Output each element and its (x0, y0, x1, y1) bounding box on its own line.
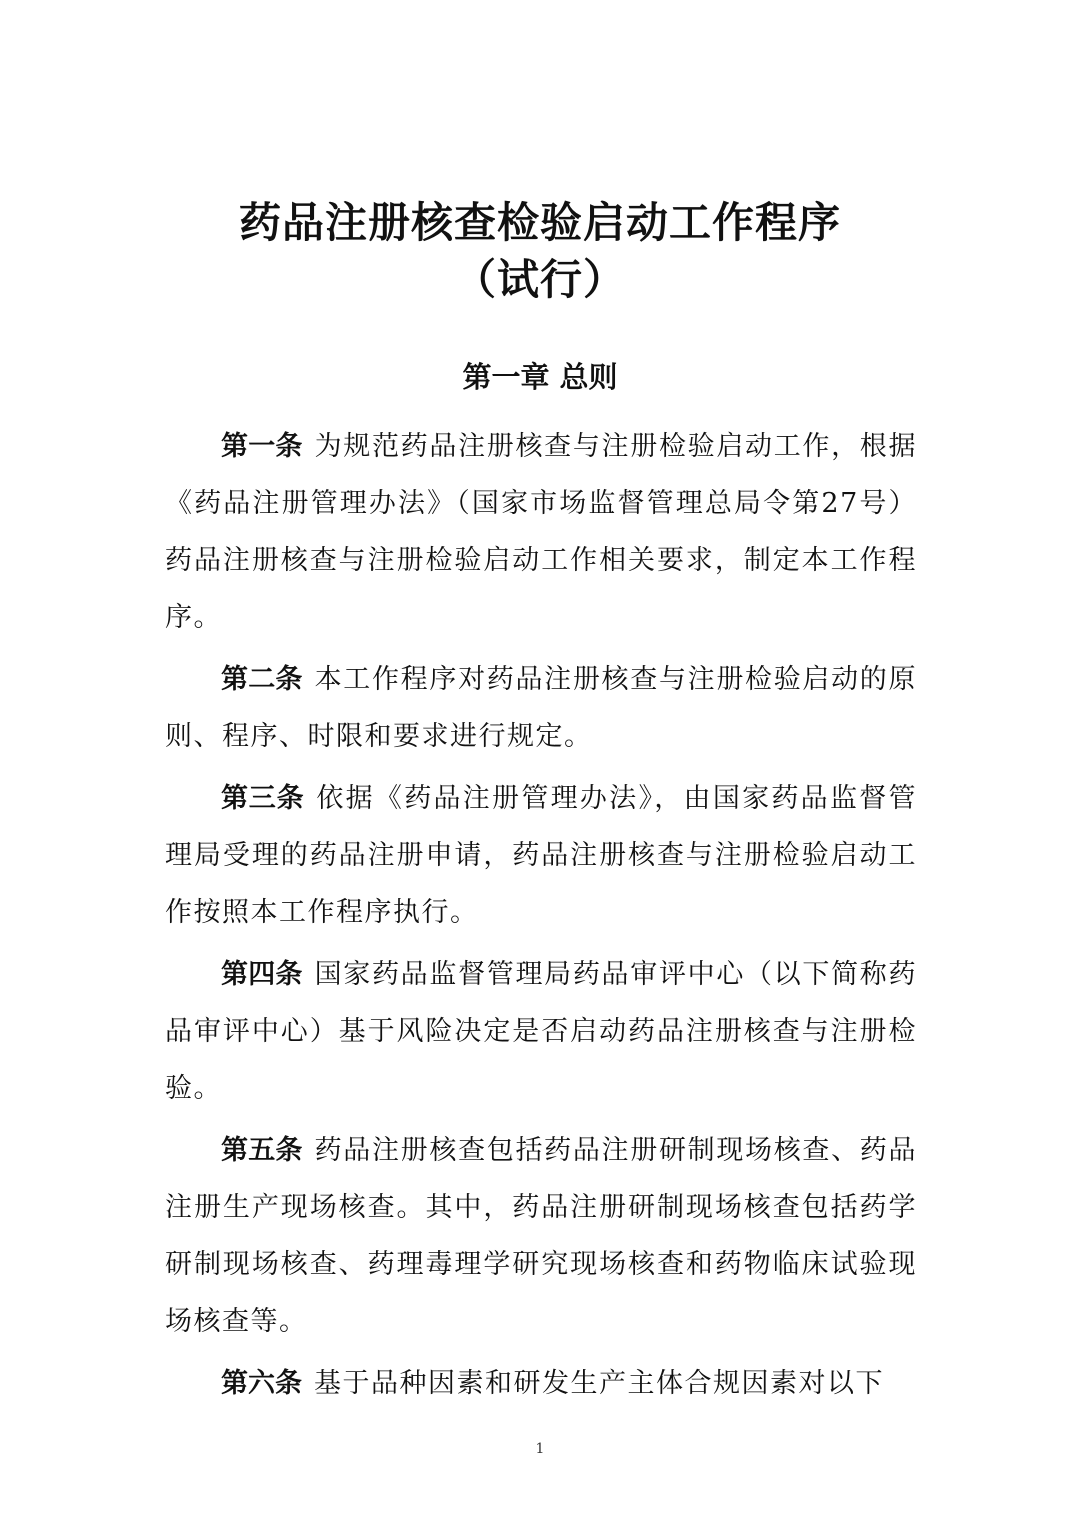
article-5 (165, 1122, 917, 1350)
article-text: 基于品种因素和研发生产主体合规因素对以下 (314, 1368, 884, 1399)
article-number: 第二条 (221, 664, 303, 695)
article-3 (165, 770, 917, 941)
article-1 (165, 418, 917, 646)
article-number: 第五条 (221, 1135, 303, 1166)
document-title: 药品注册核查检验启动工作程序 (238, 198, 841, 247)
article-number: 第六条 (221, 1368, 302, 1399)
document-subtitle: （试行） (453, 255, 626, 304)
article-2 (165, 651, 917, 765)
article-6 (165, 1355, 917, 1412)
article-number: 第四条 (221, 959, 303, 990)
article-4 (165, 946, 917, 1117)
chapter-heading: 第一章 总则 (462, 360, 618, 394)
article-number: 第一条 (221, 431, 303, 462)
article-text: 药品注册核查包括药品注册研制现场核查、药品注册生产现场核查。其中，药品注册研制现场核查包括药学研制现场核查、药理毒理学研究现场核查和药物临床试验现场核查等。 (165, 1135, 918, 1337)
article-text: 依据《药品注册管理办法》，由国家药品监督管理局受理的药品注册申请，药品注册核查与注册检验启动工作按照本工作程序执行。 (165, 783, 918, 928)
article-text: 为规范药品注册核查与注册检验启动工作，根据《药品注册管理办法》（国家市场监督管理总局令第27号）药品注册核查与注册检验启动工作相关要求，制定本工作程序。 (165, 431, 918, 633)
article-number: 第三条 (221, 783, 305, 814)
article-text: 本工作程序对药品注册核查与注册检验启动的原则、程序、时限和要求进行规定。 (165, 664, 918, 752)
document-body (165, 418, 917, 1417)
page-number: 1 (535, 1441, 545, 1457)
article-text: 国家药品监督管理局药品审评中心（以下简称药品审评中心）基于风险决定是否启动药品注册核查与注册检验。 (165, 959, 918, 1104)
